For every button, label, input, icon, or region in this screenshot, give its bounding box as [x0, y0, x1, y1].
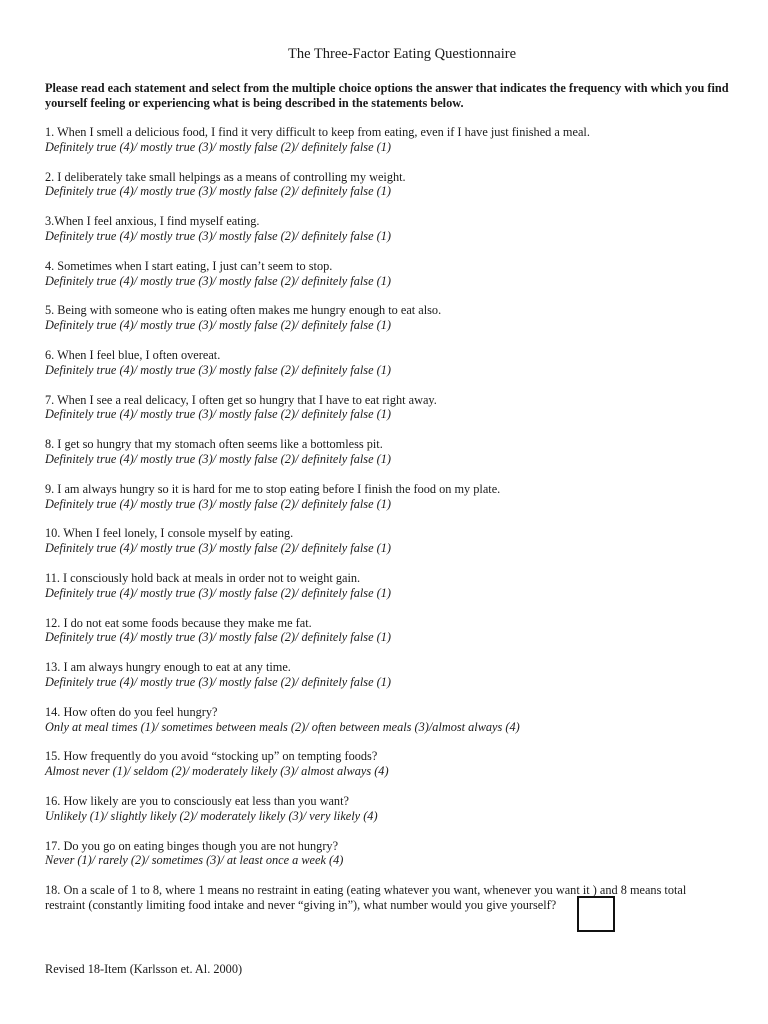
list-item [45, 259, 729, 289]
list-item [45, 482, 729, 512]
questionnaire-page [45, 46, 729, 913]
question-text: 12. I do not eat some foods because they make me fat. [45, 615, 312, 630]
question-text: 9. I am always hungry so it is hard for me to stop eating before I finish the food on my plate. [45, 481, 501, 496]
question-text: 6. When I feel blue, I often overeat. [45, 347, 221, 362]
answer-options: Definitely true (4)/ mostly true (3)/ mostly false (2)/ definitely false (1) [45, 362, 391, 377]
question-text: 7. When I see a real delicacy, I often get so hungry that I have to eat right away. [45, 392, 437, 407]
answer-options: Definitely true (4)/ mostly true (3)/ mostly false (2)/ definitely false (1) [45, 184, 391, 199]
answer-options: Definitely true (4)/ mostly true (3)/ mostly false (2)/ definitely false (1) [45, 139, 391, 154]
list-item [45, 571, 729, 601]
list-item [45, 660, 729, 690]
instructions: Please read each statement and select from the multiple choice options the answer that indicates the frequency with which you find yourself feeling or experiencing what is being described in the statements below. [45, 81, 729, 110]
question-text: 10. When I feel lonely, I console myself by eating. [45, 526, 294, 541]
answer-options: Definitely true (4)/ mostly true (3)/ mostly false (2)/ definitely false (1) [45, 451, 391, 466]
question-text: 3.When I feel anxious, I find myself eating. [45, 214, 260, 229]
question-text: 18. On a scale of 1 to 8, where 1 means no restraint in eating (eating whatever you want, whenever you want it ) and 8 means total restraint (constantly limiting food intake and never “giving in”), what number would you give yourself? [45, 883, 687, 912]
answer-options: Only at meal times (1)/ sometimes between meals (2)/ often between meals (3)/almost always (4) [45, 719, 520, 734]
answer-options: Definitely true (4)/ mostly true (3)/ mostly false (2)/ definitely false (1) [45, 407, 391, 422]
list-item [45, 616, 729, 646]
list-item [45, 125, 729, 155]
list-item [45, 705, 729, 735]
list-item [45, 526, 729, 556]
answer-options: Almost never (1)/ seldom (2)/ moderately likely (3)/ almost always (4) [45, 764, 389, 779]
list-item [45, 348, 729, 378]
list-item [45, 170, 729, 200]
question-text: 4. Sometimes when I start eating, I just can’t seem to stop. [45, 258, 333, 273]
question-text: 1. When I smell a delicious food, I find it very difficult to keep from eating, even if I have just finished a meal. [45, 125, 590, 139]
question-text: 5. Being with someone who is eating often makes me hungry enough to eat also. [45, 303, 442, 318]
answer-options: Unlikely (1)/ slightly likely (2)/ moderately likely (3)/ very likely (4) [45, 808, 378, 823]
item-18 [45, 883, 729, 913]
items-list [45, 125, 729, 868]
answer-options: Definitely true (4)/ mostly true (3)/ mostly false (2)/ definitely false (1) [45, 674, 391, 689]
question-text: 17. Do you go on eating binges though you are not hungry? [45, 838, 339, 853]
answer-options: Definitely true (4)/ mostly true (3)/ mostly false (2)/ definitely false (1) [45, 585, 391, 600]
footer-citation: Revised 18-Item (Karlsson et. Al. 2000) [45, 962, 243, 976]
list-item [45, 303, 729, 333]
question-text: 11. I consciously hold back at meals in order not to weight gain. [45, 570, 361, 585]
list-item [45, 393, 729, 423]
page-title: The Three-Factor Eating Questionnaire [287, 46, 517, 62]
list-item [45, 214, 729, 244]
list-item [45, 839, 729, 869]
question-text: 8. I get so hungry that my stomach often seems like a bottomless pit. [45, 437, 383, 452]
answer-options: Definitely true (4)/ mostly true (3)/ mostly false (2)/ definitely false (1) [45, 541, 391, 556]
list-item [45, 749, 729, 779]
question-text: 13. I am always hungry enough to eat at any time. [45, 660, 291, 675]
list-item [45, 794, 729, 824]
list-item [45, 437, 729, 467]
question-text: 16. How likely are you to consciously eat less than you want? [45, 793, 349, 808]
answer-options: Definitely true (4)/ mostly true (3)/ mostly false (2)/ definitely false (1) [45, 318, 391, 333]
answer-options: Definitely true (4)/ mostly true (3)/ mostly false (2)/ definitely false (1) [45, 496, 391, 511]
answer-options: Definitely true (4)/ mostly true (3)/ mostly false (2)/ definitely false (1) [45, 228, 391, 243]
answer-options: Never (1)/ rarely (2)/ sometimes (3)/ at least once a week (4) [45, 853, 344, 868]
question-text: 2. I deliberately take small helpings as a means of controlling my weight. [45, 169, 406, 184]
answer-box[interactable] [577, 896, 615, 932]
answer-options: Definitely true (4)/ mostly true (3)/ mostly false (2)/ definitely false (1) [45, 630, 391, 645]
answer-options: Definitely true (4)/ mostly true (3)/ mostly false (2)/ definitely false (1) [45, 273, 391, 288]
question-text: 15. How frequently do you avoid “stocking up” on tempting foods? [45, 749, 378, 764]
question-text: 14. How often do you feel hungry? [45, 704, 218, 719]
